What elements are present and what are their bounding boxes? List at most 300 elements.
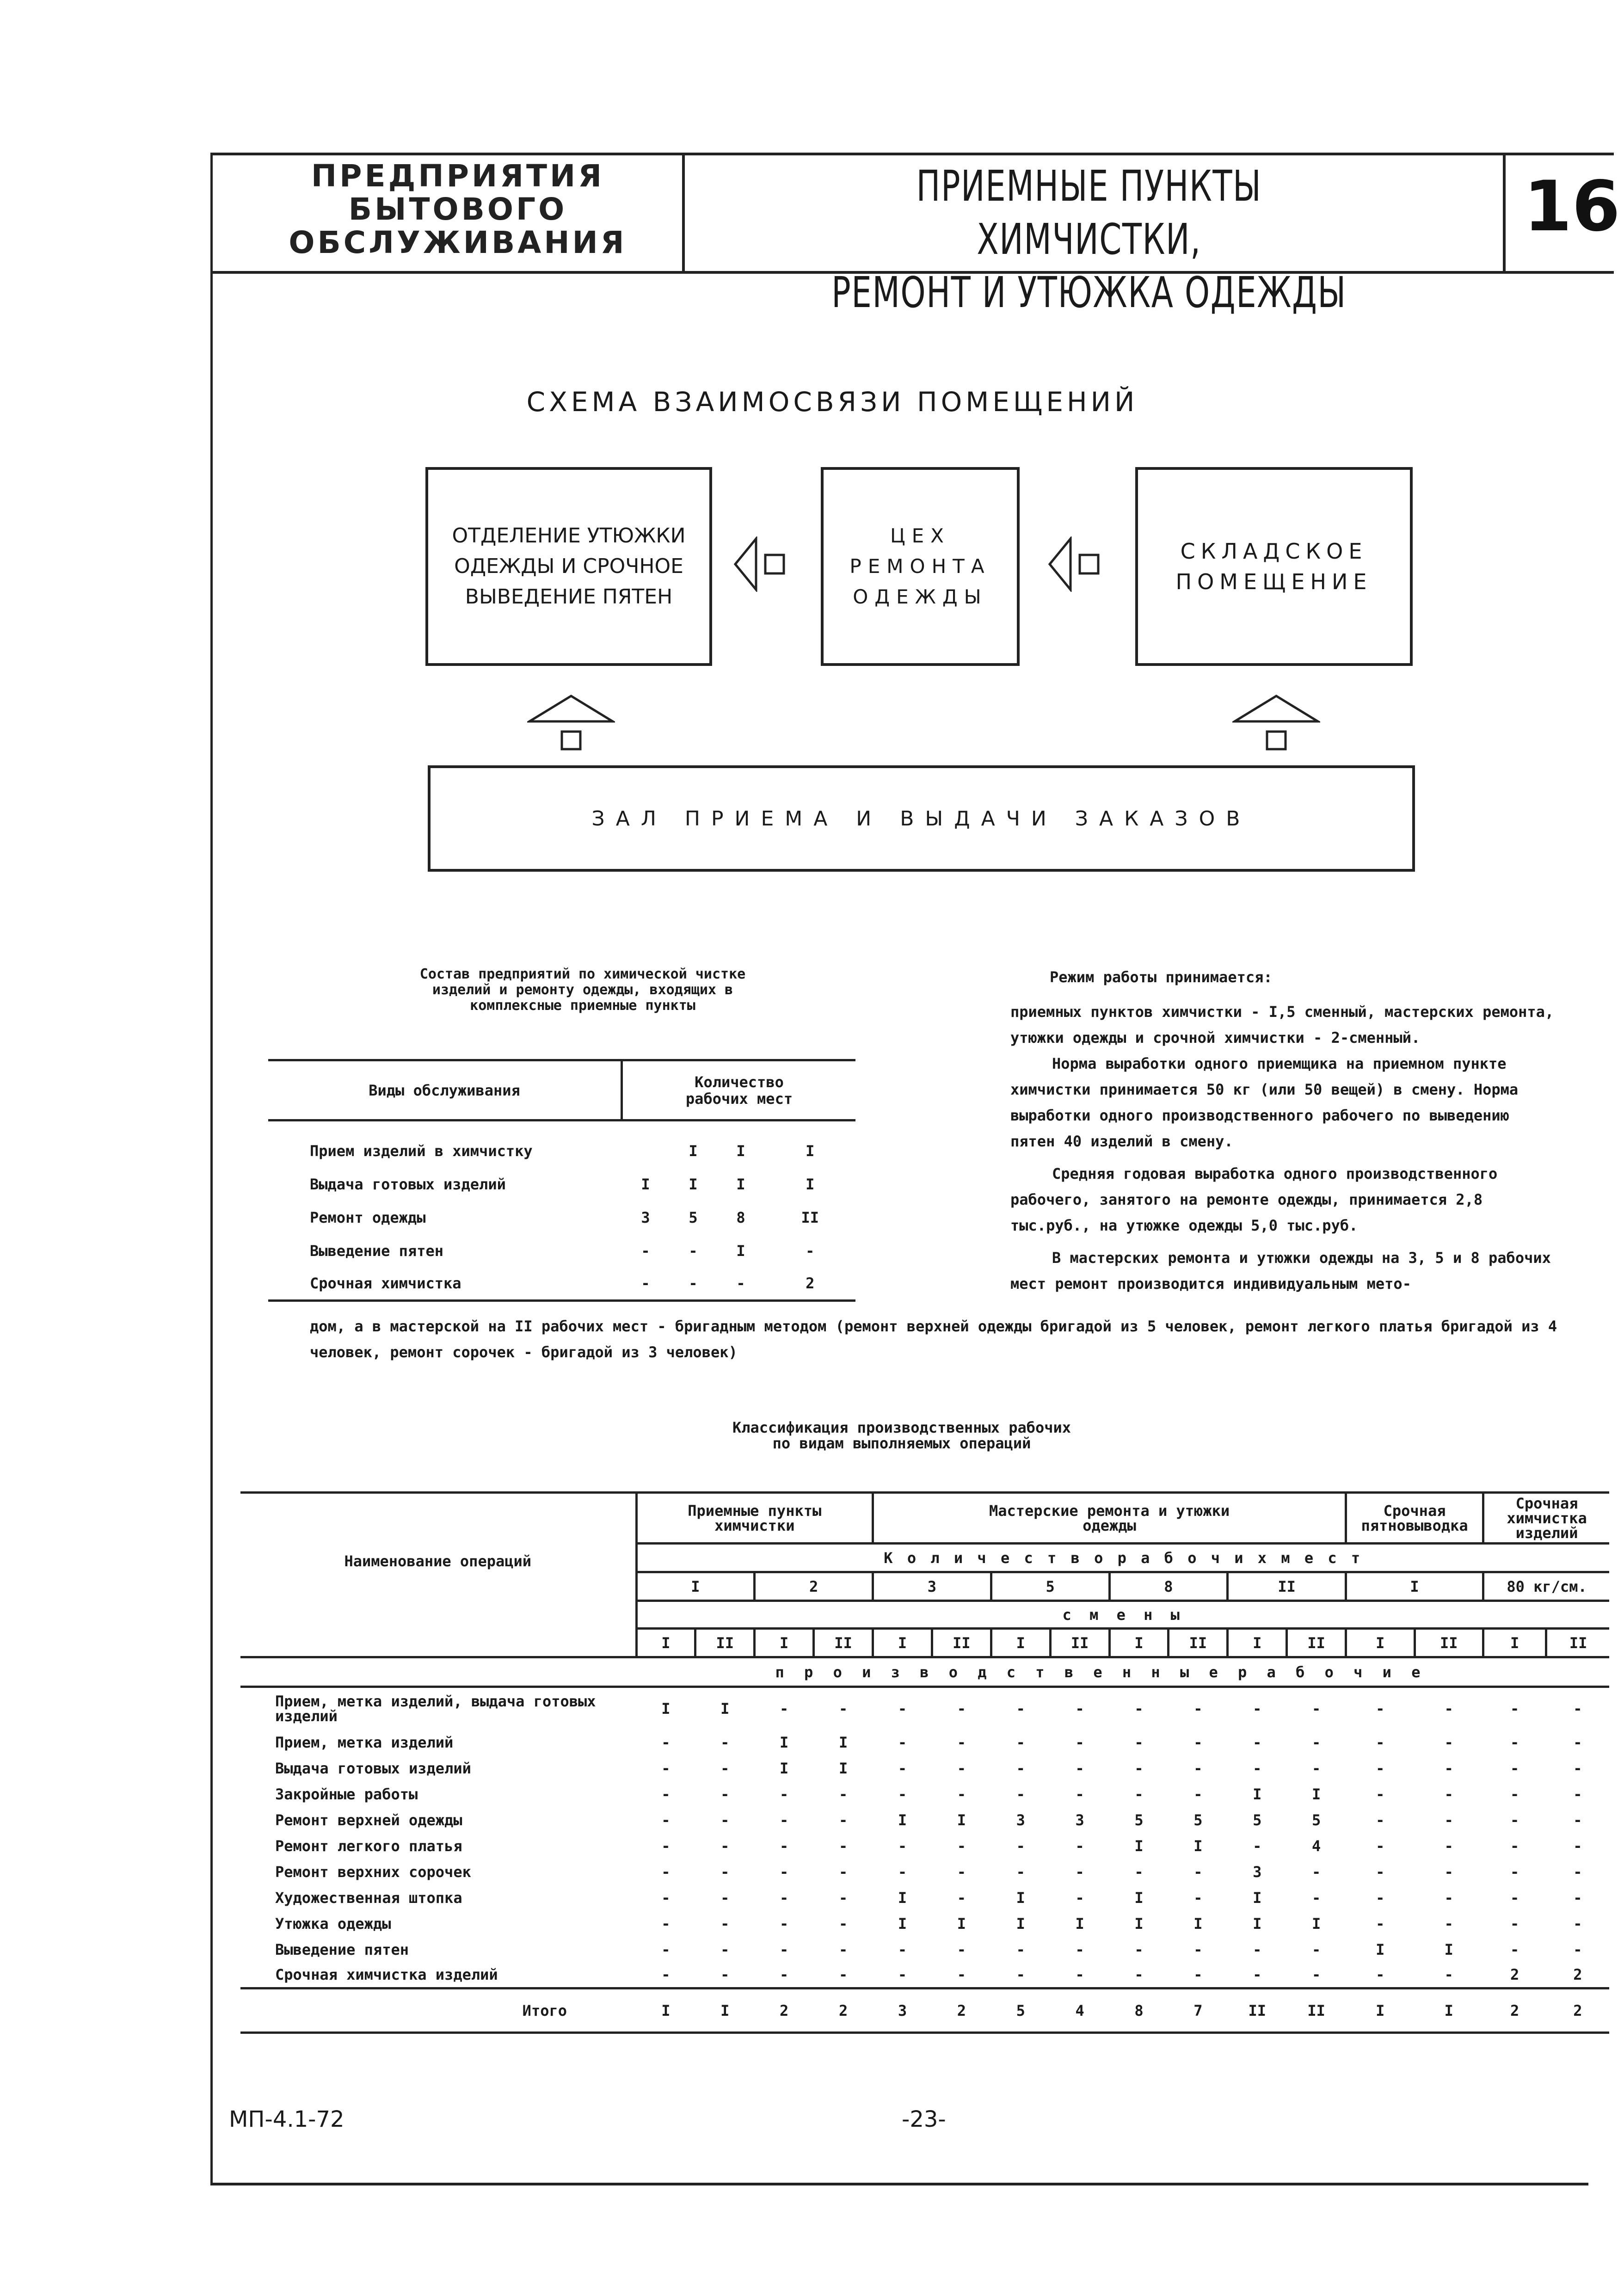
cell: - [661,1914,671,1933]
shift-cell: I [1109,1629,1169,1657]
shift-cell: I [1228,1629,1287,1657]
cell: - [898,1699,907,1717]
total-cell: 2 [957,2001,966,2019]
cell: I [1016,1914,1025,1933]
cell: - [1510,1785,1519,1803]
cell: - [1573,1889,1582,1907]
cell: 5 [1134,1811,1144,1829]
cell: - [1510,1837,1519,1855]
sheet-number: 16 [1524,166,1620,247]
classification-table [240,1491,1609,2034]
cell: - [1311,1759,1321,1777]
logo-line: ОБСЛУЖИВАНИЯ [289,225,627,260]
cell: - [661,1837,671,1855]
cell: - [661,1966,671,1984]
count-cell: II [1228,1572,1346,1601]
cell: - [1444,1811,1453,1829]
cell: - [1134,1785,1144,1803]
cell: - [1573,1699,1582,1717]
cell: - [1193,1759,1203,1777]
cell: I [898,1914,907,1933]
left-margin-rule [210,153,213,2183]
cell: - [720,1889,730,1907]
cell: - [838,1966,848,1984]
cell: - [1573,1863,1582,1881]
count-cell: I [636,1572,755,1601]
cell: - [661,1863,671,1881]
cell: - [1253,1940,1262,1958]
classification-title [647,1420,1156,1451]
cell: - [1573,1837,1582,1855]
cell: - [780,1837,789,1855]
group-header: Срочная химчистка изделий [1483,1493,1609,1544]
cell: - [720,1785,730,1803]
cell: - [1573,1759,1582,1777]
cell: - [1444,1759,1453,1777]
series-logo [259,160,657,259]
page-number: -23- [902,2106,946,2132]
cell: - [898,1837,907,1855]
cell: - [1134,1759,1144,1777]
cell: 2 [806,1274,815,1293]
classification-title-line: Классификация производственных рабочих [732,1419,1071,1436]
cell: - [1253,1733,1262,1751]
shift-cell: II [1287,1629,1346,1657]
cell: - [1510,1811,1519,1829]
cell: - [838,1889,848,1907]
cell: - [1573,1940,1582,1958]
cell: 3 [1253,1863,1262,1881]
cell: - [957,1966,966,1984]
cell: I [806,1175,815,1193]
cell: - [898,1966,907,1984]
table-row [240,1911,1609,1937]
reception-hall-box [428,765,1415,872]
cell: - [1193,1733,1203,1751]
storage-room-label: СКЛАДСКОЕ ПОМЕЩЕНИЕ [1175,539,1372,594]
table-row [240,1885,1609,1911]
cell: - [1311,1889,1321,1907]
repair-shop-label: ЦЕХ РЕМОНТА ОДЕЖДЫ [849,524,991,608]
cell: - [806,1242,815,1260]
row-label: Выведение пятен [310,1242,443,1260]
cell: - [1134,1940,1144,1958]
classification-title-line: по видам выполняемых операций [772,1434,1031,1452]
cell: - [720,1914,730,1933]
cell: I [720,1699,730,1717]
cell: I [641,1175,650,1193]
cell: - [1075,1759,1084,1777]
cell: - [1376,1914,1385,1933]
shift-cell: I [1483,1629,1546,1657]
operation-label: Ремонт верхних сорочек [275,1863,471,1881]
shift-cell: II [1050,1629,1109,1657]
cell: - [1253,1837,1262,1855]
cell: - [780,1966,789,1984]
cell: - [1376,1837,1385,1855]
storage-room-box [1135,467,1413,666]
table-row [268,1201,855,1234]
cell: - [1193,1940,1203,1958]
cell: - [720,1863,730,1881]
cell: I [1193,1914,1203,1933]
total-cell: 2 [838,2001,848,2019]
cell: - [1510,1889,1519,1907]
cell: - [1134,1733,1144,1751]
cell: I [898,1811,907,1829]
group-header: Срочная пятновыводка [1346,1493,1483,1544]
cell: - [838,1837,848,1855]
table-row [240,1807,1609,1833]
cell: - [689,1274,698,1293]
cell: - [720,1733,730,1751]
cell: I [736,1242,745,1260]
ironing-room-label: ОТДЕЛЕНИЕ УТЮЖКИ ОДЕЖДЫ И СРОЧНОЕ ВЫВЕДЕНИЕ ПЯТЕН [452,524,686,609]
row-label: Прием изделий в химчистку [310,1142,533,1160]
cell: - [898,1785,907,1803]
cell: I [1134,1914,1144,1933]
composition-title-line: изделий и ремонту одежды, входящих в [432,982,733,998]
operation-label: Выдача готовых изделий [275,1759,471,1777]
cell: 5 [1253,1811,1262,1829]
total-cell: I [661,2001,671,2019]
cell: I [838,1733,848,1751]
flow-arrow-left-icon [733,536,802,592]
cell: - [661,1733,671,1751]
cell: - [780,1863,789,1881]
cell: - [1510,1863,1519,1881]
row-label: Срочная химчистка [310,1274,461,1293]
cell: - [957,1699,966,1717]
shift-cell: I [755,1629,814,1657]
cell: - [720,1837,730,1855]
scheme-title: СХЕМА ВЗАИМОСВЯЗИ ПОМЕЩЕНИЙ [526,386,1138,418]
shift-cell: II [932,1629,991,1657]
total-cell: II [1307,2001,1325,2019]
table-row [240,1781,1609,1807]
cell: - [1444,1863,1453,1881]
cell: - [838,1785,848,1803]
cell: - [838,1863,848,1881]
regime-text [1010,999,1556,1297]
cell: - [838,1940,848,1958]
ironing-room-box [425,467,712,666]
col-count-line: Количество [695,1073,784,1091]
cell: - [1193,1863,1203,1881]
total-cell: 4 [1075,2001,1084,2019]
cell: 5 [1311,1811,1321,1829]
cell: - [1510,1733,1519,1751]
composition-title-line: комплексные приемные пункты [470,997,695,1014]
composition-table [268,1059,855,1302]
cell: - [838,1811,848,1829]
composition-title [351,966,814,1014]
cell: - [1311,1940,1321,1958]
cell: - [1311,1699,1321,1717]
cell: I [957,1914,966,1933]
cell: - [1573,1914,1582,1933]
cell: I [1376,1940,1385,1958]
col-count-header [622,1060,856,1120]
logo-line: БЫТОВОГО [348,191,567,227]
repair-shop-box [821,467,1020,666]
total-cell: I [1376,2001,1385,2019]
cell: - [1016,1733,1025,1751]
table-row [240,1963,1609,1988]
table-row [240,1833,1609,1859]
cell: - [780,1889,789,1907]
shift-cell: I [636,1629,695,1657]
cell: - [957,1940,966,1958]
cell: - [1134,1966,1144,1984]
cell: - [1075,1733,1084,1751]
count-cell: 3 [873,1572,991,1601]
cell: - [1444,1966,1453,1984]
count-label: К о л и ч е с т в о р а б о ч и х м е с т [636,1544,1609,1572]
cell: - [1510,1759,1519,1777]
table-row [240,1687,1609,1730]
shifts-label: с м е н ы [636,1601,1609,1629]
composition-title-line: Состав предприятий по химической чистке [419,966,746,982]
cell: - [957,1759,966,1777]
table-row [240,1937,1609,1963]
cell: - [1573,1785,1582,1803]
total-cell: 2 [780,2001,789,2019]
cell: - [661,1785,671,1803]
cell: I [1134,1837,1144,1855]
cell: - [1573,1811,1582,1829]
cell: - [1376,1759,1385,1777]
cell: I [1253,1785,1262,1803]
cell: - [957,1889,966,1907]
cell: - [736,1274,745,1293]
cell: I [689,1175,698,1193]
cell: - [1016,1699,1025,1717]
shift-cell: II [1415,1629,1483,1657]
header-divider [682,155,685,271]
cell: 8 [736,1208,745,1226]
cell: II [801,1208,819,1226]
total-cell: 8 [1134,2001,1144,2019]
cell: - [780,1811,789,1829]
cell: - [1016,1785,1025,1803]
cell: - [1376,1889,1385,1907]
table-row [268,1234,855,1268]
cell: - [898,1733,907,1751]
regime-para-4-continuation: дом, а в мастерской на II рабочих мест - бригадным методом (ремонт верхней одежды бригадой из 5 человек, ремонт легкого платья бригадой из 4 человек, ремонт сорочек - бригадой из 3 человек) [310,1317,1557,1361]
cell: - [720,1811,730,1829]
count-cell: 5 [991,1572,1109,1601]
cell: 3 [641,1208,650,1226]
cell: 3 [1075,1811,1084,1829]
cell: - [661,1811,671,1829]
cell: - [1444,1837,1453,1855]
cell: I [661,1699,671,1717]
operation-label: Утюжка одежды [275,1914,391,1933]
reception-hall-label: ЗАЛ ПРИЕМА И ВЫДАЧИ ЗАКАЗОВ [591,806,1251,831]
table-row [268,1268,855,1301]
cell: - [1444,1914,1453,1933]
cell: - [720,1966,730,1984]
cell: - [661,1940,671,1958]
total-cell: 3 [898,2001,907,2019]
shift-cell: I [991,1629,1050,1657]
operation-label: Художественная штопка [275,1889,462,1907]
table-row [240,1859,1609,1885]
col-service-header: Виды обслуживания [268,1060,622,1120]
cell: - [1510,1914,1519,1933]
cell: I [1134,1889,1144,1907]
operation-label: Прием, метка изделий, выдача готовых изделий [275,1692,596,1725]
total-cell: II [1248,2001,1266,2019]
cell: I [1444,1940,1453,1958]
cell: - [1075,1863,1084,1881]
row-label: Выдача готовых изделий [310,1175,506,1193]
cell [622,1134,670,1168]
cell: I [1193,1837,1203,1855]
cell: I [1253,1914,1262,1933]
cell: - [1193,1966,1203,1984]
cell: - [1444,1699,1453,1717]
operation-label: Выведение пятен [275,1940,409,1958]
shifts-row [240,1629,1609,1657]
cell: - [1193,1889,1203,1907]
cell: - [898,1863,907,1881]
cell: - [1311,1733,1321,1751]
cell: - [957,1785,966,1803]
cell: 2 [1573,1966,1582,1984]
cell: I [957,1811,966,1829]
total-cell: 2 [1510,2001,1519,2019]
cell: - [1075,1785,1084,1803]
operation-label: Ремонт верхней одежды [275,1811,462,1829]
flow-arrow-up-icon [527,694,615,754]
operation-label: Прием, метка изделий [275,1733,454,1751]
cell: - [1510,1940,1519,1958]
operation-label: Ремонт легкого платья [275,1837,462,1855]
cell: - [1311,1966,1321,1984]
cell: - [641,1274,650,1293]
count-cell: I [1346,1572,1483,1601]
shift-cell: I [1346,1629,1415,1657]
operation-label: Срочная химчистка изделий [275,1966,498,1984]
col-count-line: рабочих мест [685,1090,793,1108]
cell: - [838,1914,848,1933]
cell: - [661,1759,671,1777]
cell: 5 [1193,1811,1203,1829]
shift-cell: II [1169,1629,1228,1657]
cell: - [1444,1785,1453,1803]
total-cell: 7 [1193,2001,1203,2019]
cell: - [720,1759,730,1777]
cell: - [1376,1785,1385,1803]
cell: - [1075,1837,1084,1855]
cell: - [898,1940,907,1958]
flow-arrow-left-icon [1047,536,1117,592]
table-row [240,1755,1609,1781]
total-cell: I [720,2001,730,2019]
bottom-rule [210,2183,1588,2185]
cell: I [1311,1785,1321,1803]
cell: - [780,1914,789,1933]
cell: I [1075,1914,1084,1933]
shift-cell: I [873,1629,932,1657]
shift-cell: II [695,1629,755,1657]
cell: - [641,1242,650,1260]
cell: - [1253,1759,1262,1777]
cell: - [1193,1785,1203,1803]
cell: I [1253,1889,1262,1907]
group-header: Мастерские ремонта и утюжки одежды [873,1493,1346,1544]
cell: - [1134,1699,1144,1717]
total-cell: I [1444,2001,1453,2019]
cell: - [1311,1863,1321,1881]
cell: - [689,1242,698,1260]
cell: I [689,1142,698,1160]
document-title [800,160,1379,319]
row-label: Ремонт одежды [310,1208,426,1226]
cell: - [1376,1811,1385,1829]
total-cell: 2 [1573,2001,1582,2019]
regime-para-3: Средняя годовая выработка одного производственного рабочего, занятого на ремонте одежды, принимается 2,8 тыс.руб., на утюжке одежды 5,0 тыс.руб. [1010,1165,1498,1234]
cell: - [957,1863,966,1881]
cell: - [1016,1759,1025,1777]
cell: I [736,1142,745,1160]
cell: - [1253,1699,1262,1717]
cell: - [1376,1733,1385,1751]
cell: I [736,1175,745,1193]
table-row [268,1168,855,1201]
document-code: МП-4.1-72 [229,2106,344,2132]
cell: - [720,1940,730,1958]
cell: - [1075,1966,1084,1984]
logo-line: ПРЕДПРИЯТИЯ [311,158,605,194]
cell: - [1193,1699,1203,1717]
title-line: ПРИЕМНЫЕ ПУНКТЫ ХИМЧИСТКИ, [916,161,1262,264]
cell: - [780,1940,789,1958]
cell: - [1016,1863,1025,1881]
regime-para-1: приемных пунктов химчистки - I,5 сменный, мастерских ремонта, утюжки одежды и срочной химчистки - 2-сменный. [1010,1003,1554,1046]
title-line: РЕМОНТ И УТЮЖКА ОДЕЖДЫ [831,268,1347,317]
cell: - [1016,1966,1025,1984]
cell: - [661,1889,671,1907]
cell: - [957,1733,966,1751]
cell: - [1376,1699,1385,1717]
count-cell: 80 кг/см. [1483,1572,1609,1601]
cell: 5 [689,1208,698,1226]
total-row [240,1988,1609,2033]
cell: - [1444,1889,1453,1907]
cell: - [1253,1966,1262,1984]
flow-arrow-up-icon [1232,694,1320,754]
cell: - [780,1785,789,1803]
cell: I [806,1142,815,1160]
cell: - [1376,1966,1385,1984]
workers-label: п р о и з в о д с т в е н н ы е р а б о ч и е [775,1663,1426,1681]
group-header: Приемные пункты химчистки [636,1493,873,1544]
shift-cell: II [814,1629,873,1657]
cell: I [898,1889,907,1907]
cell: - [1016,1837,1025,1855]
cell: 4 [1311,1837,1321,1855]
cell: - [1075,1940,1084,1958]
cell: - [838,1699,848,1717]
regime-para-2: Норма выработки одного приемщика на приемном пункте химчистки принимается 50 кг (или 50 вещей) в смену. Норма выработки одного производственного рабочего по выведению пятен 40 изделий в смену. [1010,1055,1519,1150]
cell: - [1444,1733,1453,1751]
cell: - [1075,1889,1084,1907]
cell: - [1134,1863,1144,1881]
cell: - [780,1699,789,1717]
